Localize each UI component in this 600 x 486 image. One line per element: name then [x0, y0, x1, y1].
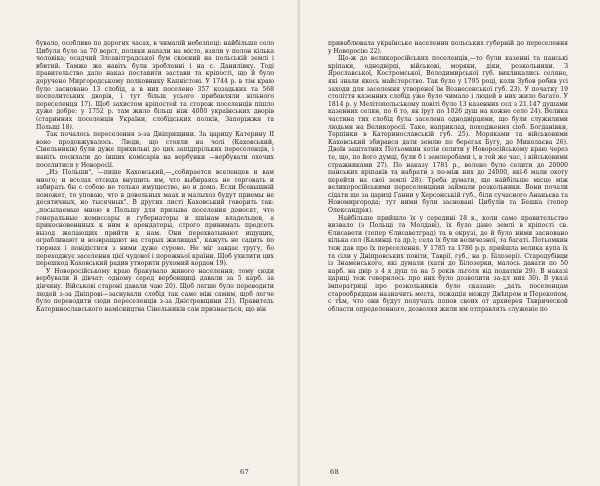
left-paragraph-2: Так почалось переселення з-за Дніприщини. За царицу Катерину II воно продовжувалось. Люди, що стояли на чолі (Каховський, Сінельників) були дуже прихильні до цих запідпрільких переселенців, і навіть посилали до інших комісарів на вербунки —вербувати охочих поселитися у Новоросії. — [36, 131, 274, 169]
right-paragraph-1: приваблювала українське населення польських губерній до переселення у Новоросію 22). — [328, 40, 568, 55]
right-page — [300, 0, 600, 486]
left-paragraph-3: „Из Польши", —пише Каховський,—„собирается вселенцев и вам много; и вселах отсюда внушить им, что выбираясь не торговать и забирать бы с собою не только имущество, но и дома. Если Всевышній поможет, то уповаю, что в довольных маах и малыхоз будут приемы не десятичных, но тысячных". В других листі Каховський говорить так: „посылаемые мною в Польшу для призыва поселения доносят, что генеральные комиссары и губернаторы и шкінам владельцев, а прикосновеннных к ним в арендаторы, строго принимать предсеть вызод желающих прийти к нам. Они перехватывают ищущих, ограбливают и возвращают на старых жилищах", кажуть не садить по тюрмах і повідістися з ними дуже сурово. Не міг завдає тругу, бо переходжує заселення цієї чудової і порожньої країни. Щоб ухилити цих перешкод Каховський радив утворити рухомий кордон 19). — [36, 169, 274, 268]
right-text-column — [328, 40, 568, 313]
left-text-column — [36, 40, 274, 313]
left-page-number: 67 — [240, 468, 250, 476]
right-paragraph-3: Найбільше прийшло їх у середині 18 в., коли само правительство визвало (з Польщі та Молдаві), їх було дано землі в кріпості св. Єлисавети (тепер Єлисаветград) та в окрузі, де й було ними засновано кілька сел (Калинці та др.); села їх були величезної, та багаті. Потьомкин теж дав про їх переселення. У 1785 та 1786 р.р. прийшла велика купа їх та сіли у Дніпровських повіти, Таврії, губ., на р. Білозері). Стародубівци із Знаменського, які думали (хати до Білозерки, малось давати по 50 карб. на двір з 4 х душ та на 5 років льготи від податків 29). В наказі цариці теж говорилось про них було дозволити за-дл них 30). В указі імператриці про розкольників було сказано: „дать поселенцам старообрядцам назначить места, лежащія между Днѣпром и Перекопом, с тѣм, что они будут получать попов своих от архиерея Таврической области определенного, дозволяя жили им отправлять служеніе по — [328, 214, 568, 313]
left-paragraph-4: У Новоросійському краю бракувало живого населення; тому сюди вербували й дівчат: одному серед вербовщиці давали за 5 карб. за дівчину. Військові староні давали чаю 20). Щоб легше було переводити людей з-за Дніпрові—заснували слобід так само між самим, щоб легче було переводити сюди переселенців з-за Дністровщини 21). Правитель Катеринославського намісництва Сінельників сам признається, що він — [36, 267, 274, 313]
left-paragraph-1: бувало, особливо по дорогих часах, в чималій небезпеці: найбільше село Цибуля було за 70 верст, поляки напали на місто, взяли у полон кілька чоловіка; осадчий Злсавітградської бум скоєний на польській землі і вбитий. Тамже же навіть були зробленні і на с. Данилівку. Тоді правительство дало наказ поставити застави та кріпості, що й було доручено Миргородському полковнику Капністові. У 1744 р. в тім краю було засновано 13 слобід, а в них поселено 357 козацьких та 568 посполитських дворів, і тут більш усього прибавляли вільного переселенця 17). Щоб захистом кріпостей та сторож поселенців пішло дуже добре: у 1752 р. там жило більш ніж 4000 українських дворів (стариннях поселенців України, слобідських полків, Запоріжжя та Польщі 18). — [36, 40, 274, 131]
right-page-number: 68 — [330, 468, 340, 476]
right-paragraph-2: Що-ж до великоросійських поселенців,—то були казенні та панські кріпаки, однодвірці, військові, моряки, діки, розкольники. З Ярославської, Костромської, Володимирської губ. викликались селяне, які знали якесь майстерство. Так було у 1795 році, коли Зубов робив усі заходи для заселення утвореної їм Вознесенської губ. 23). У початку 19 століття казенних слобід уже було чимало і людей в них жило багато. У 1814 р. у Мелітопольському повіті було 13 казенних сел з 21.147 душами казенних селян, по 6 то, як ірут по 1026 душ на кожне село 24). Велика частина тих слобід була заселена однодвірцями, що були служилими людьми на Великоросії. Таке, наприклад, походження сіоб. Богданівки, Терпінки в Катеринославській губ. 25). Моряками та військовими Каховський збирався дати землю по берегах Бугу, до Миколаєва 26). Двоїв заштатних Потьомкин хотів селити у Новоросійському краю через те, що, по його думці, були б і землеробами і, в той же час, і військовими стражниками 27). По наказу 1781 р., велено було селити до 20000 панських кріпаків та набрати з по-між них до 24000, які-б мали охоту перейти на свої землі 28). Треба думати, що найбільше місце між великоросійськими переселенцями займали розкольники. Вони почали сідати ще за царицi Ганни у Херсонській губ., біля сучасного Ананьєва та Новомиргорода; тут ними були засновані Цибулів та Бешка (тепер Олександрія). — [328, 55, 568, 215]
